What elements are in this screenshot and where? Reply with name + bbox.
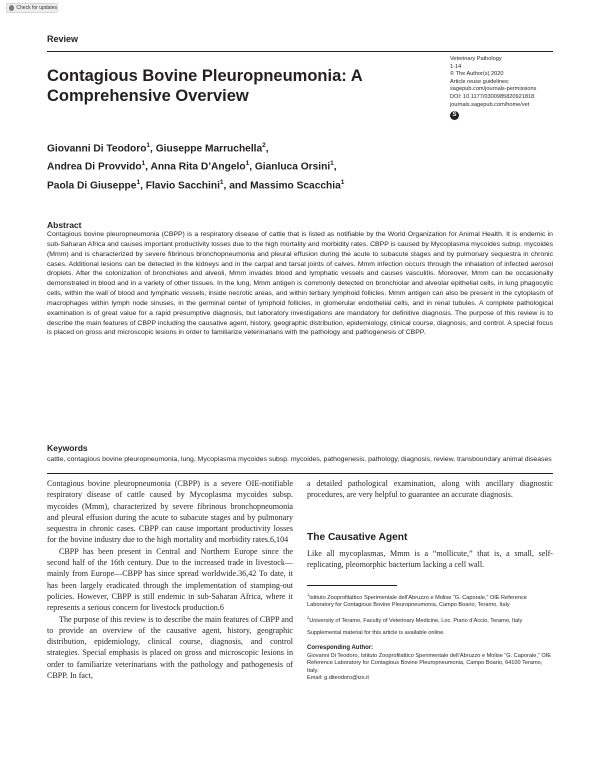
title-line-1: Contagious Bovine Pleuropneumonia: A: [47, 67, 363, 85]
journal-pages: 1-14: [450, 63, 462, 70]
abstract-text: Contagious bovine pleuropneumonia (CBPP) is a respiratory disease of cattle that is listed as notifiable by the World Organization for Animal Health. It is endemic in sub-Saharan Africa and causes important productivity losses due to the high mortality and morbidity rates. CBPP is caused by Mycoplasma mycoides subsp. mycoides (Mmm) and is characterized by severe fibrinous bronchopneumonia and pleural effusion during the acute to subacute stages and by pulmonary sequestra in chronic cases. Additional lesions can be detected in the kidneys and in the carpal and tarsal joints of calves. Mmm infection occurs through the inhalation of infected aerosol droplets. After the colonization of bronchioles and alveoli, Mmm invades blood and lymphatic vessels and causes vasculitis. Moreover, Mmm can be occasionally demonstrated in blood and in a variety of other tissues. In the lung, Mmm antigen is commonly detected on bronchiolar and alveolar epithelial cells, in lung phagocytic cells, within the wall of blood and lymphatic vessels, inside necrotic areas, and within tertiary lymphoid follicles. Mmm antigen can also be present in the cytoplasm of macrophages within lymph node sinuses, in the germinal center of lymphoid follicles, in glomerular endothelial cells, and in renal tubules. A complete pathological examination is of great value for a rapid presumptive diagnosis, but laboratory investigations are mandatory for definitive diagnosis. The purpose of this review is to describe the main features of CBPP including the causative agent, history, geographic distribution, epidemiology, clinical course, diagnosis, and control. A special focus is placed on gross and microscopic lesions in order to familiarize veterinarians with the pathology and pathogenesis of CBPP.: [47, 231, 553, 337]
keywords-heading: Keywords: [47, 443, 88, 453]
author-list: [47, 138, 447, 193]
author-line-2: [47, 156, 447, 174]
affiliation-item: [307, 614, 553, 625]
section-divider: [47, 473, 553, 474]
affiliations: [307, 591, 553, 683]
body-paragraph: Contagious bovine pleuropneumonia (CBPP) is a severe OIE-notifiable respiratory disease of cattle caused by Mycoplasma mycoides subsp. mycoides (Mmm), characterized by severe fibrinous bronchopneumonia and pleural effusion during the acute to subacute stages and by pulmonary sequestra in chronic cases. CBPP can cause important productivity losses for the bovine industry due to the high mortality and morbidity rates.6,104: [47, 479, 293, 545]
journal-name: Veterinary Pathology: [450, 56, 502, 62]
author-name: Andrea Di Provvido: [47, 161, 142, 173]
corresponding-author: [307, 645, 553, 683]
affiliation-text: University of Teramo, Faculty of Veterinary Medicine, Loc. Piano d’Accio, Teramo, Italy: [309, 617, 523, 624]
corresponding-text: Giovanni Di Teodoro, Istituto Zooprofilattico Sperimentale dell’Abruzzo e Molise “G. Caporale,” OIE Reference Laboratory for Contagious Bovine Pleuropneumonia, Campo Boario, 64100 Teramo, Italy.: [307, 652, 551, 674]
keywords-text: cattle, contagious bovine pleuropneumonia, lung, Mycoplasma mycoides subsp. mycoides, pathogenesis, pathology, diagnosis, review, transboundary animal diseases: [47, 456, 552, 463]
author-name: Flavio Sacchini: [145, 180, 220, 192]
affiliation-item: [307, 591, 553, 610]
affiliation-text: Istituto Zooprofilattico Sperimentale dell’Abruzzo e Molise “G. Caporale,” OIE Reference Laboratory for Contagious Bovine Pleuropneumonia, Campo Boario, Teramo, Italy: [307, 594, 527, 609]
author-separator: , and: [223, 180, 251, 192]
copyright: © The Author(s) 2020: [450, 71, 504, 78]
corresponding-label: Corresponding Author:: [307, 645, 374, 652]
author-separator: ,: [333, 161, 337, 173]
body-left-column: [47, 478, 293, 681]
body-right-intro: a detailed pathological examination, along with ancillary diagnostic procedures, are very helpful to guarantee an accurate diagnosis.: [307, 479, 553, 500]
author-affiliation: 1: [340, 178, 345, 186]
body-causative-text: Like all mycoplasmas, Mmm is a “mollicute,” that is, a small, self-replicating, pleomorphic bacterium lacking a cell wall.: [307, 549, 553, 570]
affiliation-number: 2: [307, 615, 310, 621]
author-name: Anna Rita D’Angelo: [150, 161, 246, 173]
supplemental-note: Supplemental material for this article is available online.: [307, 629, 445, 636]
author-affiliation: 1: [136, 178, 141, 186]
check-updates-icon: [9, 5, 14, 11]
author-affiliation: 2: [262, 142, 266, 149]
author-name: Massimo Scacchia: [250, 180, 341, 192]
footnote-divider: [307, 585, 397, 586]
author-separator: ,: [140, 180, 146, 192]
author-name: Paola Di Giuseppe: [47, 180, 137, 192]
corresponding-email[interactable]: Email: g.diteodoro@izs.it: [307, 675, 369, 682]
doi[interactable]: DOI: 10.1177/0300985820921818: [450, 93, 535, 100]
author-separator: ,: [265, 143, 269, 155]
check-updates-label: Check for updates: [16, 5, 57, 11]
permissions-link[interactable]: sagepub.com/journals-permissions: [450, 86, 537, 93]
abstract-heading: Abstract: [47, 220, 82, 230]
author-affiliation: 1: [219, 178, 224, 186]
journal-meta: [450, 56, 562, 120]
body-paragraph: CBPP has been present in Central and Northern Europe since the second half of the 16th century. Due to the increased trade in livestock—mainly from Europe—CBPP has since spread worldwide.36,42 To date, it has been largely eradicated through the implementation of stamping-out policies. However, CBPP is still endemic in sub-Saharan Africa, where it represents a serious concern for livestock production.6: [47, 546, 293, 613]
body-paragraph: The purpose of this review is to describe the main features of CBPP and to provide an overview of the causative agent, history, geographic distribution, epidemiology, clinical course, diagnosis, and control strategies. Special emphasis is placed on gross and microscopic lesions in order to familiarize veterinarians with the pathology and pathogenesis of CBPP. In fact,: [47, 614, 293, 681]
author-affiliation: 1: [330, 160, 334, 168]
author-separator: ,: [249, 161, 255, 173]
author-name: Giuseppe Marruchella: [155, 143, 263, 155]
journal-url[interactable]: journals.sagepub.com/home/vet: [450, 101, 530, 108]
article-title: [47, 66, 417, 106]
author-affiliation: 1: [146, 142, 151, 149]
title-line-2: Comprehensive Overview: [47, 87, 249, 105]
section-heading-causative-agent: The Causative Agent: [307, 532, 408, 543]
affiliation-number: 1: [307, 592, 310, 597]
author-affiliation: 1: [141, 160, 146, 168]
author-line-1: [47, 138, 447, 156]
section-label: Review: [47, 34, 79, 44]
author-affiliation: 1: [245, 160, 250, 168]
top-divider: [47, 51, 553, 52]
author-name: Gianluca Orsini: [254, 161, 331, 173]
author-separator: ,: [150, 143, 156, 155]
author-line-3: [47, 175, 447, 193]
check-updates-badge[interactable]: [6, 3, 58, 13]
sage-logo-icon: S: [450, 111, 459, 120]
author-separator: ,: [145, 161, 151, 173]
reuse-guidelines: Article reuse guidelines:: [450, 78, 510, 85]
author-name: Giovanni Di Teodoro: [47, 143, 147, 155]
